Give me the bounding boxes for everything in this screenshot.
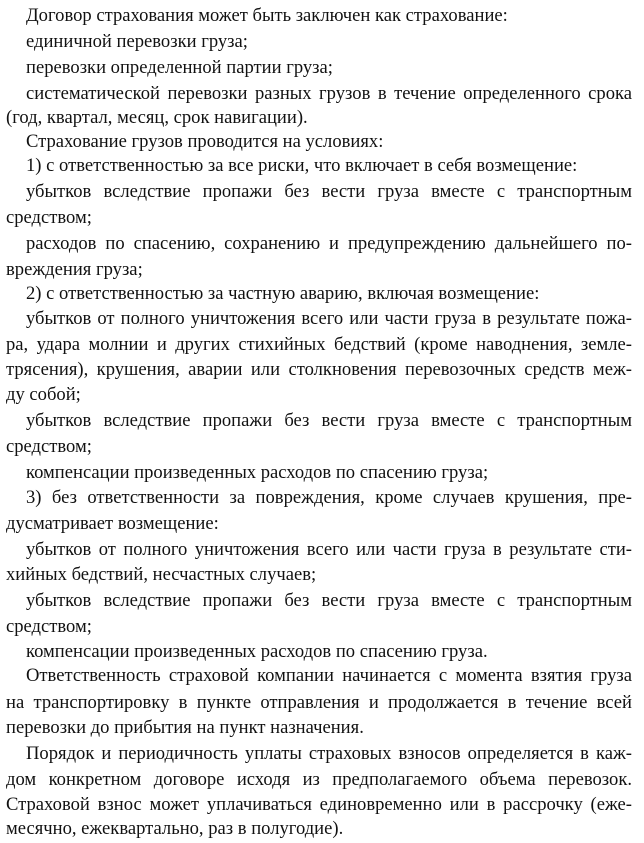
text-line: 3) без ответственности за повреждения, кроме случаев крушения, пре- [26, 487, 632, 508]
text-line: расходов по спасению, сохранению и предупреждению дальнейшего по- [26, 233, 632, 254]
text-line: месячно, ежеквартально, раз в полугодие). [6, 818, 344, 839]
text-line: средством; [6, 436, 92, 457]
text-line: компенсации произведенных расходов по спасению груза. [26, 641, 488, 662]
text-line: средством; [6, 616, 92, 637]
text-line: 2) с ответственностью за частную аварию, включая возмещение: [26, 283, 540, 304]
text-line: перевозки определенной партии груза; [26, 57, 333, 78]
text-line: компенсации произведенных расходов по спасению груза; [26, 462, 489, 483]
text-line: хийных бедствий, несчастных случаев; [6, 564, 317, 585]
text-line: на транспортировку в пункте отправления и продолжается в течение всей [6, 692, 632, 713]
text-line: Договор страхования может быть заключен как страхование: [26, 5, 508, 26]
text-line: ду собой; [6, 384, 81, 405]
text-line: убытков вследствие пропажи без вести груза вместе с транспортным [26, 181, 632, 202]
text-line: трясения), крушения, аварии или столкновения перевозочных средств меж- [6, 359, 632, 380]
text-line: Ответственность страховой компании начинается с момента взятия груза [26, 665, 632, 686]
text-line: Страхование грузов проводится на условиях: [26, 131, 384, 152]
text-line: средством; [6, 207, 92, 228]
text-line: вреждения груза; [6, 259, 143, 280]
text-line: перевозки до прибытия на пункт назначения. [6, 717, 364, 738]
text-line: убытков от полного уничтожения всего или части груза в результате сти- [26, 539, 632, 560]
text-line: дом конкретном договоре исходя из предполагаемого объема перевозок. [6, 769, 632, 790]
text-line: убытков от полного уничтожения всего или части груза в результате пожа- [26, 308, 632, 329]
text-line: Страховой взнос может уплачиваться единовременно или в рассрочку (еже- [6, 794, 632, 815]
text-line: убытков вследствие пропажи без вести груза вместе с транспортным [26, 410, 632, 431]
text-line: дусматривает возмещение: [6, 513, 219, 534]
text-line: 1) с ответственностью за все риски, что включает в себя возмещение: [26, 155, 578, 176]
text-line: Порядок и периодичность уплаты страховых взносов определяется в каж- [26, 743, 632, 764]
text-line: (год, квартал, месяц, срок навигации). [6, 107, 308, 128]
text-line: единичной перевозки груза; [26, 31, 248, 52]
text-line: убытков вследствие пропажи без вести груза вместе с транспортным [26, 590, 632, 611]
text-line: ра, удара молнии и других стихийных бедствий (кроме наводнения, земле- [6, 334, 632, 355]
text-line: систематической перевозки разных грузов в течение определенного срока [26, 83, 632, 104]
